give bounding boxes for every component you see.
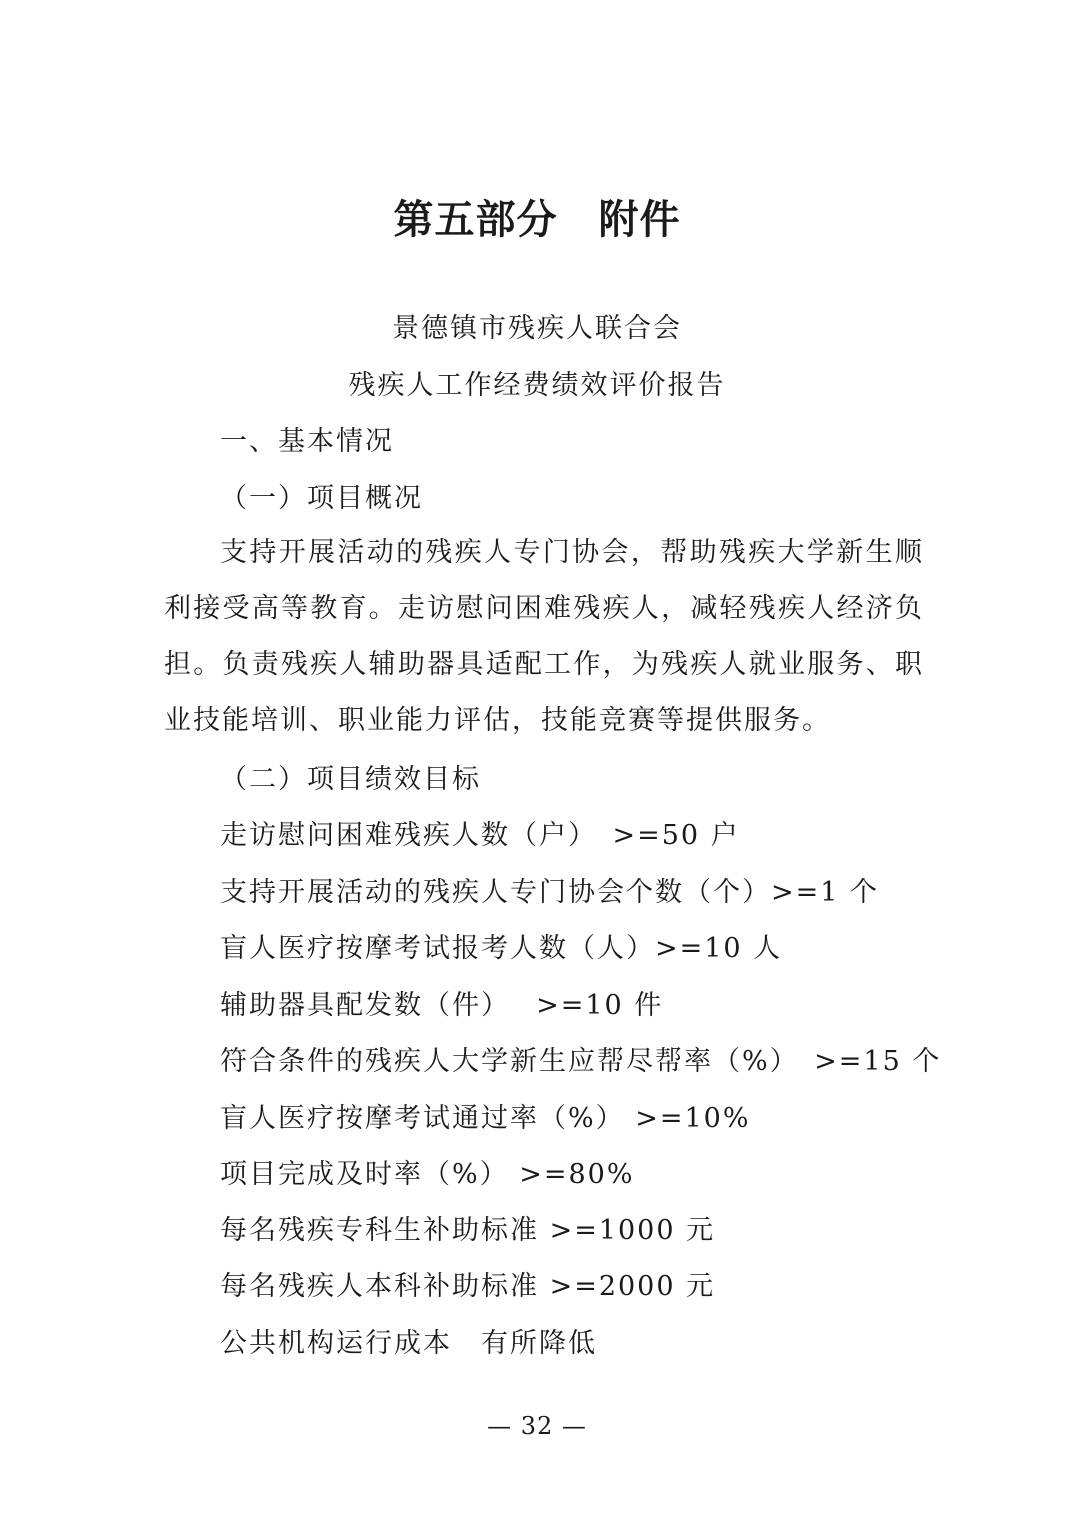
target-item: 每名残疾人本科补助标准 >=2000 元: [220, 1271, 716, 1302]
subheading-performance-targets: （二）项目绩效目标: [220, 764, 481, 795]
target-item: 每名残疾专科生补助标准 >=1000 元: [220, 1215, 716, 1246]
report-title: 残疾人工作经费绩效评价报告: [348, 370, 726, 401]
project-overview-paragraph: 支持开展活动的残疾人专门协会，帮助残疾大学新生顺利接受高等教育。走访慰问困难残疾人，减轻残疾人经济负担。负责残疾人辅助器具适配工作，为残疾人就业服务、职业技能培训、职业能力评估，技能竞赛等提供服务。: [164, 537, 924, 736]
target-item: 辅助器具配发数（件） >=10 件: [220, 990, 664, 1021]
subheading-project-overview: （一）项目概况: [220, 483, 423, 514]
target-item: 项目完成及时率（%） >=80%: [220, 1159, 635, 1190]
target-item: 走访慰问困难残疾人数（户） >=50 户: [220, 820, 740, 851]
target-item: 公共机构运行成本 有所降低: [220, 1328, 597, 1359]
section-title: 第五部分 附件: [393, 197, 681, 243]
target-item: 符合条件的残疾人大学新生应帮尽帮率（%） >=15 个: [220, 1046, 942, 1077]
target-item: 盲人医疗按摩考试报考人数（人）>=10 人: [220, 933, 783, 964]
page-number: — 32 —: [487, 1412, 587, 1440]
heading-basic-info: 一、基本情况: [220, 426, 394, 457]
target-item: 支持开展活动的残疾人专门协会个数（个）>=1 个: [220, 877, 880, 908]
report-organization: 景德镇市残疾人联合会: [392, 313, 682, 344]
target-item: 盲人医疗按摩考试通过率（%） >=10%: [220, 1103, 751, 1134]
